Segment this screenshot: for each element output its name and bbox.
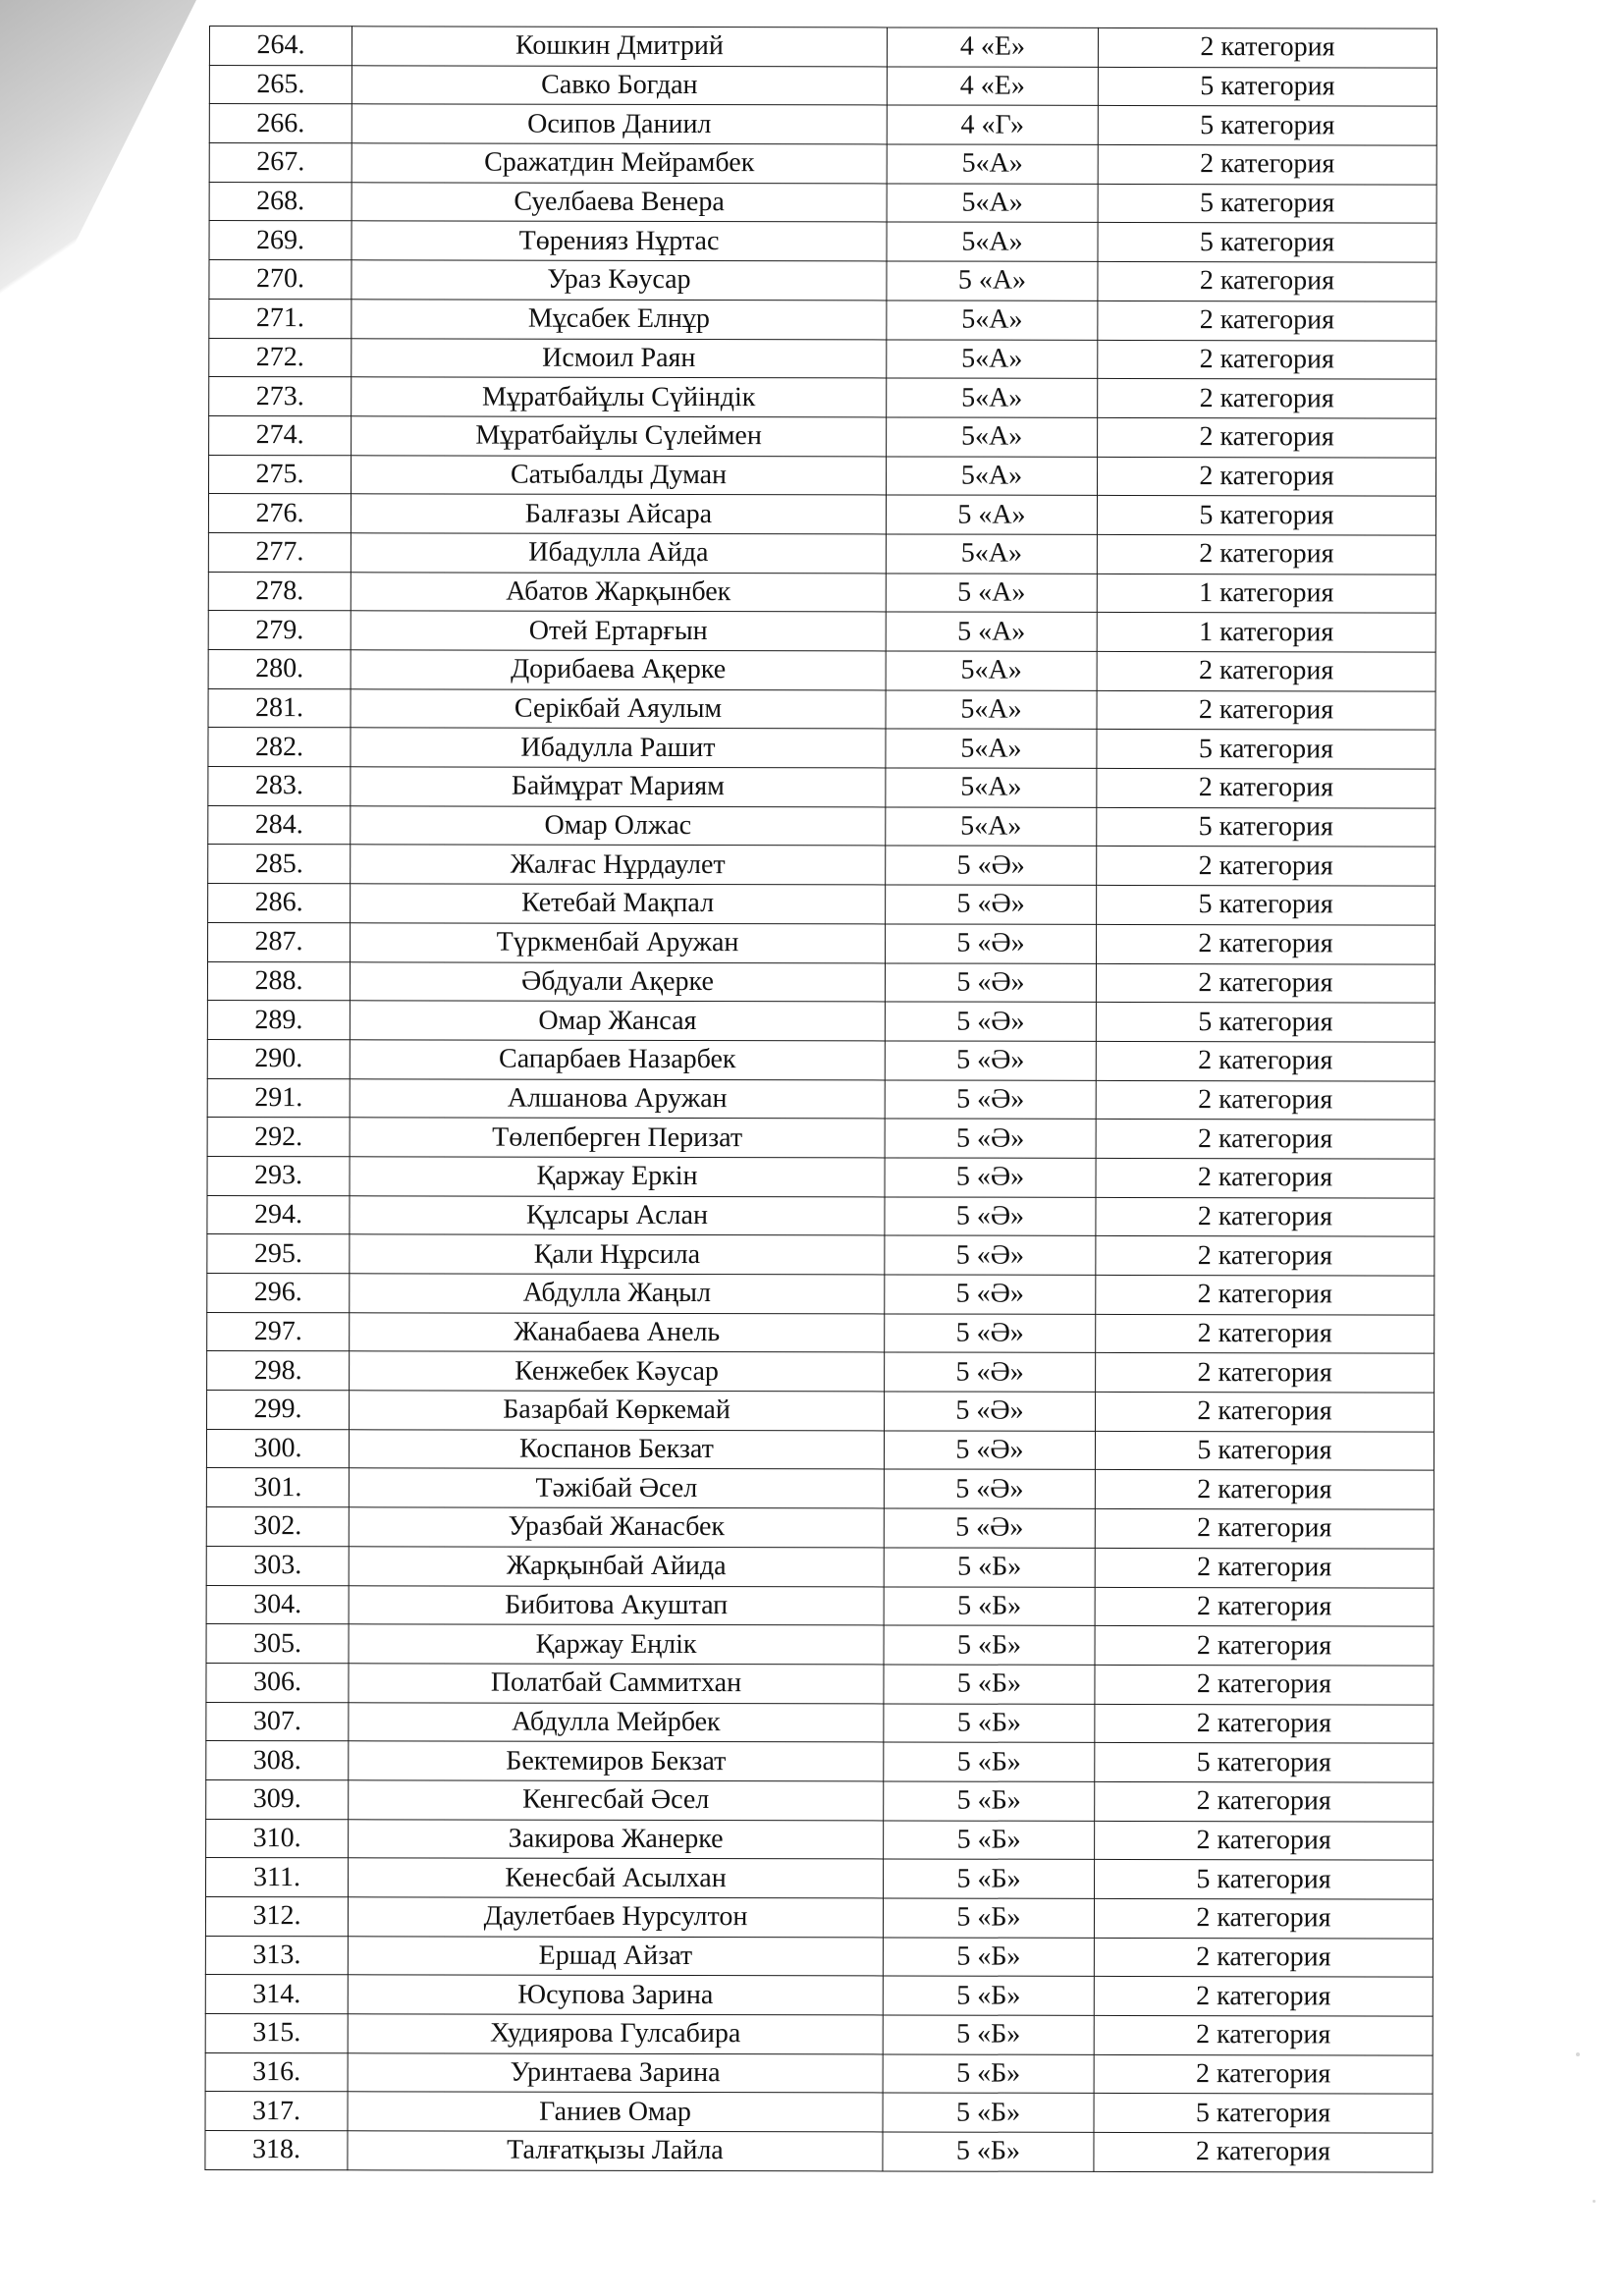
category-cell: 2 категория (1096, 1197, 1435, 1236)
row-number-cell: 301. (206, 1468, 349, 1507)
class-cell: 5 «Б» (883, 2132, 1094, 2171)
student-name-cell: Ураз Кәусар (352, 260, 887, 301)
table-row (206, 1702, 1434, 1743)
row-number-cell: 275. (209, 455, 352, 494)
category-cell: 5 категория (1097, 886, 1435, 925)
row-number-cell: 267. (209, 143, 352, 183)
category-cell: 2 категория (1098, 144, 1436, 184)
category-cell: 1 категория (1097, 574, 1435, 613)
student-name-cell: Коспанов Бекзат (349, 1430, 884, 1470)
category-cell: 2 категория (1095, 1781, 1434, 1821)
category-cell: 2 категория (1094, 1938, 1433, 1977)
class-cell: 5«А» (887, 339, 1098, 378)
category-cell: 2 категория (1094, 1898, 1433, 1938)
row-number-cell: 289. (207, 1001, 350, 1040)
table-row (209, 143, 1436, 185)
table-row (207, 1273, 1435, 1314)
table-row (206, 1507, 1434, 1549)
category-cell: 2 категория (1098, 27, 1436, 67)
class-cell: 5 «Ә» (885, 1352, 1096, 1392)
student-name-cell: Тәжібай Әсел (349, 1468, 884, 1508)
page-corner-shadow (0, 0, 196, 393)
table-row (209, 338, 1436, 379)
student-name-cell: Қали Нұрсила (350, 1234, 885, 1275)
row-number-cell: 285. (208, 845, 351, 884)
table-row (207, 961, 1435, 1003)
table-row (208, 532, 1435, 574)
student-name-cell: Қаржау Еркін (350, 1157, 885, 1197)
table-row (209, 104, 1436, 145)
table-row (205, 2052, 1433, 2094)
student-name-cell: Төлепберген Перизат (350, 1118, 885, 1158)
student-name-cell: Базарбай Көркемай (350, 1391, 885, 1431)
category-cell: 5 категория (1095, 1431, 1434, 1470)
student-name-cell: Алшанова Аружан (350, 1078, 885, 1119)
table-row (208, 767, 1435, 808)
table-row (209, 27, 1436, 68)
student-name-cell: Мұратбайұлы Сүйіндік (352, 377, 887, 417)
category-cell: 2 категория (1095, 1470, 1434, 1509)
category-cell: 2 категория (1096, 1275, 1435, 1314)
student-name-cell: Абдулла Мейрбек (349, 1702, 884, 1742)
table-row (209, 455, 1436, 496)
class-cell: 4 «Е» (887, 67, 1098, 106)
category-cell: 2 категория (1098, 262, 1436, 301)
category-cell: 2 категория (1095, 1665, 1434, 1704)
category-cell: 5 категория (1095, 1743, 1434, 1782)
table-row (208, 845, 1435, 886)
student-name-cell: Юсупова Зарина (348, 1975, 883, 2015)
student-name-cell: Исмоил Раян (352, 338, 887, 378)
class-cell: 5«А» (886, 807, 1097, 847)
category-cell: 2 категория (1096, 1041, 1435, 1080)
class-cell: 5«А» (887, 457, 1098, 496)
row-number-cell: 297. (207, 1312, 350, 1351)
row-number-cell: 304. (206, 1585, 349, 1624)
table-row (207, 1391, 1435, 1432)
row-number-cell: 269. (209, 221, 352, 260)
class-cell: 5 «А» (887, 261, 1098, 301)
table-row (208, 494, 1435, 535)
student-name-cell: Ибадулла Айда (351, 533, 886, 574)
row-number-cell: 283. (208, 767, 351, 806)
row-number-cell: 274. (209, 415, 352, 455)
student-name-cell: Кенгесбай Әсел (349, 1780, 884, 1821)
class-cell: 5 «Б» (884, 1704, 1095, 1743)
class-cell: 5 «Ә» (885, 1197, 1096, 1236)
category-cell: 5 категория (1098, 106, 1436, 145)
row-number-cell: 309. (206, 1779, 349, 1819)
student-name-cell: Серікбай Аяулым (351, 688, 886, 729)
table-row (207, 1195, 1435, 1236)
table-row (207, 1312, 1435, 1353)
row-number-cell: 306. (206, 1663, 349, 1702)
class-cell: 5 «А» (886, 574, 1097, 613)
table-row (207, 1001, 1435, 1042)
class-cell: 5 «Ә» (885, 1275, 1096, 1314)
row-number-cell: 302. (206, 1507, 349, 1547)
category-cell: 2 категория (1095, 1509, 1434, 1549)
table-row (206, 1468, 1434, 1509)
category-cell: 5 категория (1097, 496, 1435, 535)
class-cell: 5 «А» (886, 495, 1097, 534)
student-name-cell: Ибадулла Рашит (351, 728, 886, 768)
student-name-cell: Бибитова Акуштап (349, 1585, 884, 1625)
class-cell: 5«А» (886, 768, 1097, 807)
class-cell: 5 «Б» (883, 2015, 1094, 2054)
student-name-cell: Мұратбайұлы Сүлеймен (352, 416, 887, 457)
table-row (207, 1234, 1435, 1276)
student-name-cell: Уразбай Жанасбек (349, 1507, 884, 1548)
row-number-cell: 270. (209, 260, 352, 300)
student-name-cell: Дорибаева Ақерке (351, 650, 886, 690)
table-row (209, 377, 1436, 418)
category-cell: 5 категория (1098, 223, 1436, 262)
class-cell: 5 «Ә» (886, 885, 1097, 924)
row-number-cell: 316. (205, 2052, 348, 2092)
table-row (205, 2092, 1433, 2133)
category-cell: 2 категория (1096, 1236, 1435, 1276)
category-cell: 2 категория (1095, 1587, 1434, 1626)
category-cell: 2 категория (1097, 768, 1435, 807)
student-name-cell: Кенжебек Кәусар (350, 1351, 885, 1392)
student-name-cell: Сапарбаев Назарбек (350, 1040, 885, 1080)
table-row (205, 1896, 1433, 1938)
category-cell: 2 категория (1097, 924, 1435, 963)
student-name-cell: Түркменбай Аружан (351, 923, 886, 963)
table-row (209, 65, 1436, 106)
category-cell: 5 категория (1094, 2094, 1433, 2133)
student-name-cell: Ганиев Омар (348, 2092, 883, 2132)
category-cell: 2 категория (1096, 1392, 1435, 1431)
row-number-cell: 272. (209, 338, 352, 377)
class-cell: 5 «Ә» (886, 924, 1097, 963)
row-number-cell: 307. (206, 1702, 349, 1741)
class-cell: 5«А» (887, 222, 1098, 261)
row-number-cell: 278. (208, 572, 351, 611)
row-number-cell: 305. (206, 1624, 349, 1664)
table-row (206, 1624, 1434, 1666)
row-number-cell: 264. (209, 27, 352, 66)
table-row (209, 299, 1436, 340)
category-cell: 2 категория (1098, 417, 1436, 457)
student-name-cell: Құлсары Аслан (350, 1195, 885, 1235)
row-number-cell: 279. (208, 611, 351, 650)
student-name-cell: Отей Ертарғын (351, 611, 886, 651)
category-cell: 5 категория (1097, 730, 1435, 769)
class-cell: 5 «Ә» (885, 1314, 1096, 1353)
student-name-cell: Кетебай Мақпал (351, 884, 886, 924)
category-cell: 2 категория (1098, 301, 1436, 340)
category-cell: 2 категория (1094, 2054, 1433, 2094)
student-name-cell: Кошкин Дмитрий (352, 27, 887, 67)
table-row (209, 221, 1436, 262)
category-cell: 2 категория (1095, 1626, 1434, 1666)
student-name-cell: Закирова Жанерке (349, 1819, 884, 1859)
student-name-cell: Әбдуали Ақерке (350, 961, 885, 1002)
class-cell: 5 «Б» (884, 1859, 1095, 1898)
row-number-cell: 288. (207, 961, 350, 1001)
class-cell: 5«А» (887, 144, 1098, 184)
category-cell: 2 категория (1097, 690, 1435, 730)
row-number-cell: 298. (207, 1351, 350, 1391)
category-cell: 2 категория (1096, 1314, 1435, 1353)
row-number-cell: 315. (205, 2014, 348, 2053)
row-number-cell: 311. (206, 1858, 349, 1897)
class-cell: 5 «Б» (883, 1898, 1094, 1938)
student-name-cell: Савко Богдан (352, 65, 887, 105)
category-cell: 2 категория (1095, 1704, 1434, 1743)
class-cell: 5 «Ә» (886, 846, 1097, 885)
table-row (207, 1351, 1435, 1393)
class-cell: 4 «Е» (887, 27, 1098, 67)
row-number-cell: 291. (207, 1078, 350, 1118)
table-row (206, 1858, 1434, 1899)
class-cell: 5«А» (886, 651, 1097, 690)
student-name-cell: Мұсабек Елнұр (352, 300, 887, 340)
student-name-cell: Омар Жансая (350, 1001, 885, 1041)
student-name-cell: Сражатдин Мейрамбек (352, 143, 887, 184)
student-name-cell: Жалғас Нұрдаулет (351, 845, 886, 885)
row-number-cell: 314. (205, 1975, 348, 2014)
category-cell: 5 категория (1098, 184, 1436, 223)
class-cell: 5 «Б» (884, 1586, 1095, 1625)
category-cell: 2 категория (1098, 379, 1436, 418)
category-cell: 2 категория (1095, 1821, 1434, 1860)
class-cell: 5 «Ә» (885, 1080, 1096, 1120)
class-cell: 5 «Ә» (884, 1431, 1095, 1470)
row-number-cell: 277. (208, 532, 351, 572)
class-cell: 5 «Б» (884, 1625, 1095, 1665)
class-cell: 5 «Ә» (885, 1392, 1096, 1431)
class-cell: 5 «Б» (883, 2054, 1094, 2094)
category-cell: 5 категория (1097, 807, 1435, 847)
class-cell: 5 «Б» (883, 1976, 1094, 2015)
table-row (208, 688, 1435, 730)
category-cell: 1 категория (1097, 613, 1435, 652)
row-number-cell: 273. (209, 377, 352, 416)
category-cell: 2 категория (1095, 1548, 1434, 1587)
row-number-cell: 313. (205, 1936, 348, 1975)
class-cell: 4 «Г» (887, 105, 1098, 144)
category-cell: 5 категория (1098, 67, 1436, 106)
class-cell: 5«А» (887, 184, 1098, 223)
student-name-cell: Төренияз Нұртас (352, 221, 887, 261)
category-cell: 2 категория (1096, 1158, 1435, 1197)
row-number-cell: 295. (207, 1234, 350, 1274)
row-number-cell: 280. (208, 649, 351, 688)
class-cell: 5 «Ә» (885, 1002, 1096, 1041)
student-name-cell: Суелбаева Венера (352, 183, 887, 223)
category-cell: 2 категория (1094, 2015, 1433, 2054)
student-name-cell: Қаржау Еңлік (349, 1624, 884, 1665)
table-row (208, 922, 1435, 963)
student-name-cell: Уринтаева Зарина (348, 2053, 883, 2094)
class-cell: 5«А» (887, 378, 1098, 417)
row-number-cell: 303. (206, 1546, 349, 1585)
category-cell: 5 категория (1095, 1860, 1434, 1899)
table-row (206, 1779, 1434, 1821)
table-row (207, 1156, 1435, 1197)
student-name-cell: Даулетбаев Нурсултон (348, 1897, 883, 1938)
category-cell: 2 категория (1094, 1977, 1433, 2016)
student-name-cell: Ершад Айзат (348, 1936, 883, 1976)
student-name-cell: Сатыбалды Думан (352, 455, 887, 495)
table-row (206, 1585, 1434, 1626)
table-row (209, 260, 1436, 301)
row-number-cell: 281. (208, 688, 351, 728)
row-number-cell: 286. (208, 884, 351, 923)
class-cell: 5 «А» (886, 612, 1097, 651)
row-number-cell: 266. (209, 104, 352, 143)
class-cell: 5 «Ә» (885, 1235, 1096, 1275)
student-name-cell: Абдулла Жаңыл (350, 1274, 885, 1314)
student-name-cell: Осипов Даниил (352, 104, 887, 144)
row-number-cell: 265. (209, 65, 352, 104)
category-cell: 5 категория (1096, 1003, 1435, 1042)
class-cell: 5«А» (887, 301, 1098, 340)
table-row (208, 884, 1435, 925)
table-row (208, 611, 1435, 652)
table-row (209, 182, 1436, 223)
row-number-cell: 300. (206, 1429, 349, 1468)
category-cell: 2 категория (1096, 1353, 1435, 1393)
class-cell: 5 «Б» (884, 1781, 1095, 1821)
table-row (205, 2131, 1433, 2172)
class-cell: 5 «Б» (884, 1665, 1095, 1704)
category-cell: 2 категория (1097, 457, 1435, 496)
table-row (206, 1819, 1434, 1860)
row-number-cell: 292. (207, 1118, 350, 1157)
scan-speck (1576, 2052, 1580, 2056)
student-name-cell: Жанабаева Анель (350, 1312, 885, 1352)
student-name-cell: Бектемиров Бекзат (349, 1741, 884, 1781)
table-row (207, 1118, 1435, 1159)
class-cell: 5 «Б» (883, 1938, 1094, 1977)
table-row (208, 649, 1435, 690)
category-cell: 2 категория (1096, 1120, 1435, 1159)
student-name-cell: Худиярова Гулсабира (348, 2014, 883, 2054)
category-cell: 2 категория (1097, 534, 1435, 574)
table-row (209, 415, 1436, 457)
table-row (207, 1039, 1435, 1080)
class-cell: 5 «Ә» (885, 962, 1096, 1002)
row-number-cell: 308. (206, 1741, 349, 1780)
category-cell: 2 категория (1096, 1080, 1435, 1120)
class-cell: 5 «Б» (883, 2093, 1094, 2132)
student-name-cell: Абатов Жарқынбек (351, 572, 886, 612)
table-row (206, 1741, 1434, 1782)
student-name-cell: Баймұрат Мариям (351, 767, 886, 807)
class-cell: 5 «Б» (884, 1742, 1095, 1781)
table-row (205, 1936, 1433, 1977)
student-name-cell: Талғатқызы Лайла (348, 2131, 883, 2171)
row-number-cell: 318. (205, 2131, 348, 2170)
row-number-cell: 317. (205, 2092, 348, 2131)
class-cell: 5«А» (886, 690, 1097, 730)
row-number-cell: 276. (208, 494, 351, 533)
class-cell: 5 «Ә» (885, 1041, 1096, 1080)
class-cell: 5 «Ә» (884, 1469, 1095, 1508)
row-number-cell: 299. (207, 1391, 350, 1430)
roster-body (205, 27, 1437, 2172)
table-row (205, 2014, 1433, 2055)
class-cell: 5 «Б» (884, 1821, 1095, 1860)
row-number-cell: 290. (207, 1039, 350, 1078)
category-cell: 2 категория (1096, 963, 1435, 1003)
student-roster-table (204, 26, 1437, 2172)
row-number-cell: 271. (209, 299, 352, 338)
scan-speck (1593, 2200, 1596, 2203)
row-number-cell: 312. (205, 1896, 348, 1936)
row-number-cell: 284. (208, 805, 351, 845)
table-row (206, 1663, 1434, 1704)
category-cell: 2 категория (1098, 340, 1436, 379)
row-number-cell: 287. (208, 922, 351, 961)
table-row (208, 572, 1435, 613)
class-cell: 5«А» (887, 417, 1098, 457)
class-cell: 5 «Б» (884, 1548, 1095, 1587)
row-number-cell: 268. (209, 182, 352, 221)
category-cell: 2 категория (1097, 651, 1435, 690)
class-cell: 5 «Ә» (885, 1158, 1096, 1197)
table-row (206, 1429, 1434, 1470)
table-row (208, 805, 1435, 847)
table-row (208, 728, 1435, 769)
student-name-cell: Омар Олжас (351, 806, 886, 847)
table-row (205, 1975, 1433, 2016)
class-cell: 5«А» (886, 729, 1097, 768)
class-cell: 5«А» (886, 534, 1097, 574)
row-number-cell: 293. (207, 1156, 350, 1195)
class-cell: 5 «Ә» (884, 1508, 1095, 1548)
student-name-cell: Полатбай Саммитхан (349, 1664, 884, 1704)
category-cell: 2 категория (1094, 2133, 1433, 2172)
student-name-cell: Кенесбай Асылхан (349, 1858, 884, 1898)
row-number-cell: 282. (208, 728, 351, 767)
class-cell: 5 «Ә» (885, 1119, 1096, 1158)
table-row (207, 1078, 1435, 1120)
category-cell: 2 категория (1097, 847, 1435, 886)
table-row (206, 1546, 1434, 1587)
row-number-cell: 310. (206, 1819, 349, 1858)
student-name-cell: Балғазы Айсара (351, 494, 886, 534)
row-number-cell: 296. (207, 1273, 350, 1312)
row-number-cell: 294. (207, 1195, 350, 1234)
student-name-cell: Жарқынбай Айида (349, 1547, 884, 1587)
